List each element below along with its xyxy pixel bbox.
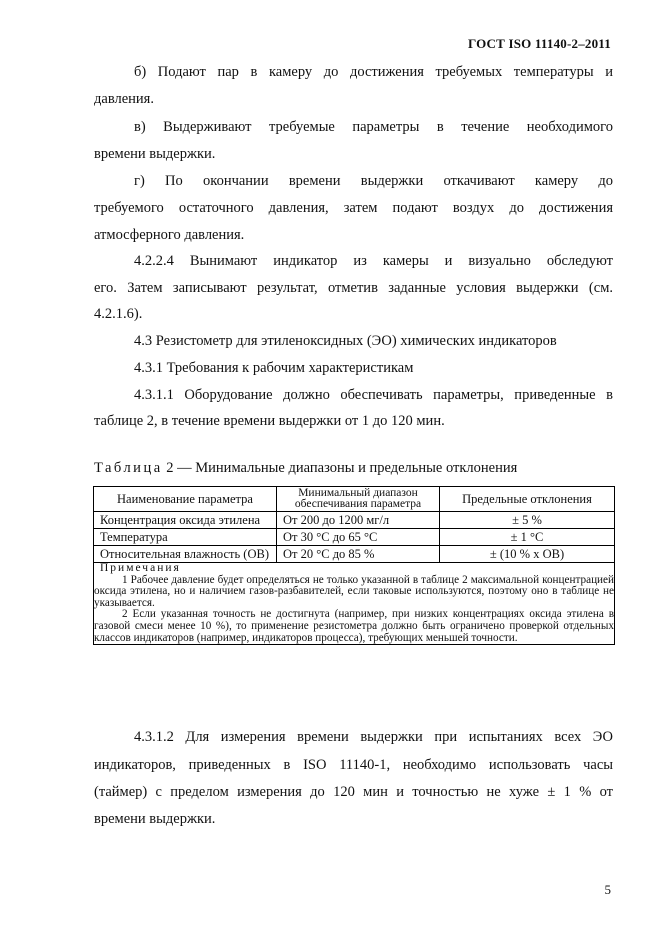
header-min-range: Минимальный диапазон обеспечивания параметра xyxy=(277,487,440,512)
section-4224-line3: 4.2.1.6). xyxy=(94,306,143,322)
note-1: 1 Рабочее давление будет определяться не только указанной в таблице 2 максимальной концентрацией оксида этилена, но и наличием газов-разбавителей, если таковые используются, поэтому оно в таблице не указывается. xyxy=(94,573,614,609)
table-caption-rest: 2 — Минимальные диапазоны и предельные отклонения xyxy=(162,460,518,476)
section-4312-line3: (таймер) с пределом измерения до 120 мин и точностью не хуже ± 1 % от xyxy=(94,784,613,800)
section-4224-line1: 4.2.2.4 Вынимают индикатор из камеры и визуально обследуют xyxy=(134,253,613,269)
table-notes xyxy=(94,563,615,645)
row-concentration-range: От 200 до 1200 мг/л xyxy=(277,512,440,529)
row-temperature-tolerance: ± 1 °С xyxy=(440,529,615,546)
notes-title: Примечания xyxy=(100,562,181,574)
table-row xyxy=(94,546,615,563)
paragraph-v-line2: времени выдержки. xyxy=(94,146,216,162)
note-2: 2 Если указанная точность не достигнута (например, при низких концентрациях оксида этилена в газовой смеси менее 10 %), то применение резистометра должно быть ограничено проверкой отдельных классов индикаторов (например, индикаторов процесса), требующих меньшей точности. xyxy=(94,608,614,644)
section-4311-line1: 4.3.1.1 Оборудование должно обеспечивать параметры, приведенные в xyxy=(134,387,613,403)
row-humidity-range: От 20 °С до 85 % xyxy=(277,546,440,563)
section-4312-line4: времени выдержки. xyxy=(94,811,216,827)
paragraph-g-line1: г) По окончании времени выдержки откачивают камеру до xyxy=(134,173,613,189)
section-43-heading: 4.3 Резистометр для этиленоксидных (ЭО) химических индикаторов xyxy=(134,333,557,349)
paragraph-b-line1: б) Подают пар в камеру до достижения требуемых температуры и xyxy=(134,64,613,80)
table-caption xyxy=(94,460,517,477)
paragraph-v-line1: в) Выдерживают требуемые параметры в течение необходимого xyxy=(134,119,613,135)
document-header: ГОСТ ISO 11140-2–2011 xyxy=(467,36,611,51)
row-temperature-range: От 30 °С до 65 °С xyxy=(277,529,440,546)
section-4312-line1: 4.3.1.2 Для измерения времени выдержки при испытаниях всех ЭО xyxy=(134,729,613,745)
section-4311-line2: таблице 2, в течение времени выдержки от 1 до 120 мин. xyxy=(94,413,445,429)
paragraph-b-line2: давления. xyxy=(94,91,154,107)
parameters-table xyxy=(93,486,615,645)
row-temperature-name: Температура xyxy=(94,529,277,546)
row-humidity-tolerance: ± (10 % х ОВ) xyxy=(440,546,615,563)
page-number: 5 xyxy=(604,882,611,897)
row-concentration-tolerance: ± 5 % xyxy=(440,512,615,529)
section-431-heading: 4.3.1 Требования к рабочим характеристикам xyxy=(134,360,414,376)
row-concentration-name: Концентрация оксида этилена xyxy=(94,512,277,529)
paragraph-g-line2: требуемого остаточного давления, затем подают воздух до достижения xyxy=(94,200,613,216)
paragraph-g-line3: атмосферного давления. xyxy=(94,227,245,243)
table-notes-row xyxy=(94,563,615,645)
table-row xyxy=(94,529,615,546)
row-humidity-name: Относительная влажность (ОВ) xyxy=(94,546,277,563)
table-row xyxy=(94,512,615,529)
section-4312-line2: индикаторов, приведенных в ISO 11140-1, необходимо использовать часы xyxy=(94,757,613,773)
table-caption-word: Таблица xyxy=(94,460,163,476)
section-4224-line2: его. Затем записывают результат, отметив заданные условия выдержки (см. xyxy=(94,280,613,296)
header-parameter-name: Наименование параметра xyxy=(94,487,277,512)
header-tolerance: Предельные отклонения xyxy=(440,487,615,512)
table-header-row xyxy=(94,487,615,512)
